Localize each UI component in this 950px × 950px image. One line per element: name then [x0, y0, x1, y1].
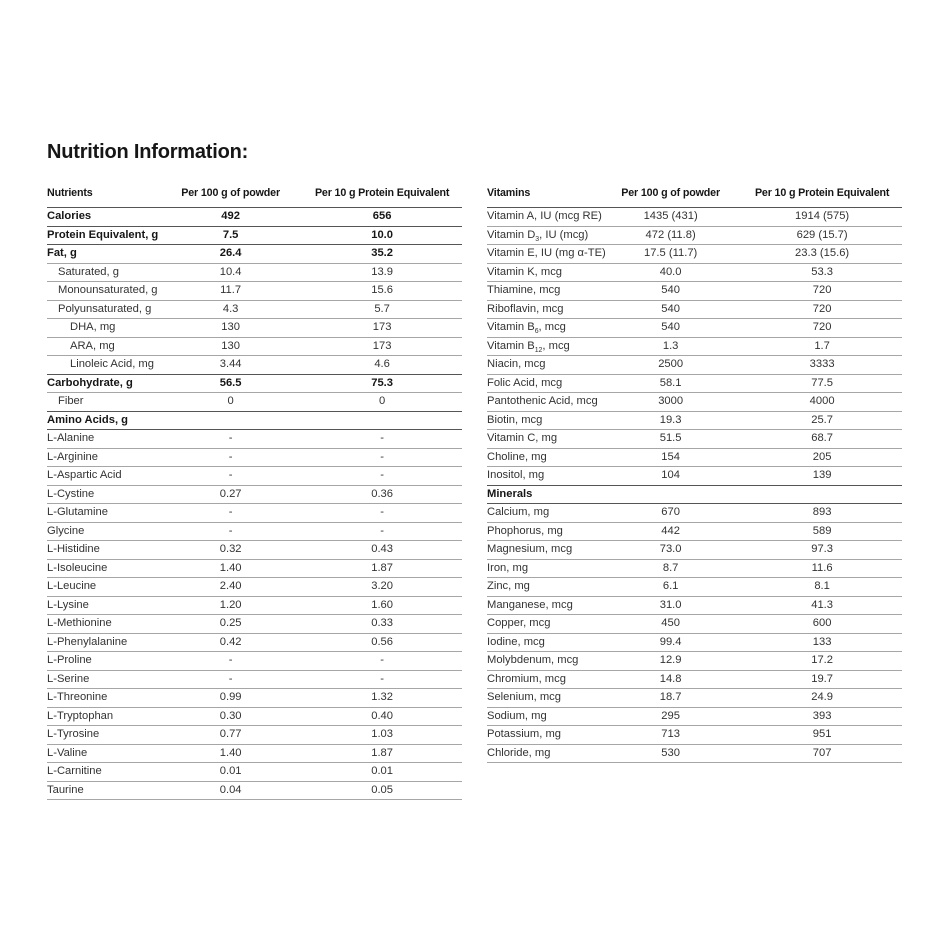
value-per-100g: 0.30: [159, 707, 302, 726]
row-label: Potassium, mg: [487, 726, 599, 745]
value-per-100g: 540: [599, 282, 742, 301]
table-row: [47, 541, 462, 560]
table-row: [47, 763, 462, 782]
value-per-10g: -: [302, 430, 462, 449]
table-row: [47, 670, 462, 689]
value-per-100g: 1.40: [159, 559, 302, 578]
value-per-100g: -: [159, 448, 302, 467]
row-label: L-Tryptophan: [47, 707, 159, 726]
row-label: Thiamine, mcg: [487, 282, 599, 301]
row-label: Chloride, mg: [487, 744, 599, 763]
value-per-10g: 3333: [742, 356, 902, 375]
row-label: Vitamin $B_6$, mcg: [487, 319, 599, 338]
vitamins-minerals-table: [487, 178, 902, 763]
value-per-10g: 53.3: [742, 263, 902, 282]
value-per-100g: 14.8: [599, 670, 742, 689]
column-header-nutrients: Nutrients: [47, 186, 93, 199]
value-per-10g: 893: [742, 504, 902, 523]
table-row: [487, 282, 902, 301]
table-row: [47, 337, 462, 356]
table-row: [47, 226, 462, 245]
value-per-100g: 0.27: [159, 485, 302, 504]
value-per-10g: 97.3: [742, 541, 902, 560]
value-per-10g: 4.6: [302, 356, 462, 375]
value-per-100g: 472 (11.8): [599, 226, 742, 245]
value-per-100g: 0.01: [159, 763, 302, 782]
value-per-100g: 2500: [599, 356, 742, 375]
row-label: Phophorus, mg: [487, 522, 599, 541]
table-row: [47, 411, 462, 430]
row-label: L-Proline: [47, 652, 159, 671]
value-per-100g: 58.1: [599, 374, 742, 393]
page-title: Nutrition Information:: [47, 141, 249, 163]
value-per-100g: 295: [599, 707, 742, 726]
row-label: Polyunsaturated, g: [47, 300, 159, 319]
row-label: L-Serine: [47, 670, 159, 689]
value-per-10g: 17.2: [742, 652, 902, 671]
table-row: [487, 578, 902, 597]
value-per-100g: 12.9: [599, 652, 742, 671]
value-per-10g: 720: [742, 319, 902, 338]
table-row: [47, 504, 462, 523]
column-header-per-10g: Per 10 g Protein Equivalent: [314, 186, 450, 199]
table-row: [47, 615, 462, 634]
value-per-10g: [302, 411, 462, 430]
table-row: [47, 208, 462, 227]
value-per-10g: 8.1: [742, 578, 902, 597]
value-per-100g: 56.5: [159, 374, 302, 393]
value-per-100g: 1.3: [599, 337, 742, 356]
table-row: [47, 467, 462, 486]
value-per-100g: 540: [599, 300, 742, 319]
value-per-10g: 589: [742, 522, 902, 541]
value-per-100g: 0.25: [159, 615, 302, 634]
value-per-10g: 1.03: [302, 726, 462, 745]
value-per-10g: 23.3 (15.6): [742, 245, 902, 264]
value-per-100g: -: [159, 430, 302, 449]
row-label: L-Arginine: [47, 448, 159, 467]
value-per-10g: 133: [742, 633, 902, 652]
value-per-10g: 1914 (575): [742, 208, 902, 227]
row-label: Selenium, mcg: [487, 689, 599, 708]
value-per-10g: 41.3: [742, 596, 902, 615]
value-per-100g: 3000: [599, 393, 742, 412]
value-per-10g: 600: [742, 615, 902, 634]
row-label: Vitamin E, IU (mg α-TE): [487, 245, 599, 264]
value-per-10g: 13.9: [302, 263, 462, 282]
table-row: [487, 504, 902, 523]
table-row: [47, 300, 462, 319]
value-per-100g: 2.40: [159, 578, 302, 597]
value-per-100g: 4.3: [159, 300, 302, 319]
table-row: [47, 652, 462, 671]
row-label: L-Carnitine: [47, 763, 159, 782]
row-label: L-Valine: [47, 744, 159, 763]
row-label: Fat, g: [47, 245, 159, 264]
value-per-10g: 77.5: [742, 374, 902, 393]
value-per-10g: 1.87: [302, 559, 462, 578]
value-per-10g: 173: [302, 337, 462, 356]
value-per-10g: 656: [302, 208, 462, 227]
table-row: [487, 411, 902, 430]
value-per-10g: 15.6: [302, 282, 462, 301]
row-label: Glycine: [47, 522, 159, 541]
value-per-100g: 540: [599, 319, 742, 338]
value-per-10g: 10.0: [302, 226, 462, 245]
row-label: L-Methionine: [47, 615, 159, 634]
row-label: Vitamin K, mcg: [487, 263, 599, 282]
value-per-10g: [742, 485, 902, 504]
value-per-100g: [159, 411, 302, 430]
row-label: L-Threonine: [47, 689, 159, 708]
table-row: [487, 356, 902, 375]
value-per-100g: 1.40: [159, 744, 302, 763]
row-label: L-Cystine: [47, 485, 159, 504]
row-label: Saturated, g: [47, 263, 159, 282]
value-per-10g: 0.05: [302, 781, 462, 800]
value-per-10g: 393: [742, 707, 902, 726]
value-per-10g: -: [302, 467, 462, 486]
row-label: Choline, mg: [487, 448, 599, 467]
row-label: L-Aspartic Acid: [47, 467, 159, 486]
table-row: [47, 559, 462, 578]
row-label: Folic Acid, mcg: [487, 374, 599, 393]
table-row: [487, 319, 902, 338]
table-row: [47, 448, 462, 467]
value-per-100g: -: [159, 504, 302, 523]
row-label: Taurine: [47, 781, 159, 800]
value-per-10g: 0.01: [302, 763, 462, 782]
value-per-100g: 442: [599, 522, 742, 541]
row-label: Protein Equivalent, g: [47, 226, 159, 245]
table-row: [487, 689, 902, 708]
row-label: Pantothenic Acid, mcg: [487, 393, 599, 412]
column-header-per-10g: Per 10 g Protein Equivalent: [754, 186, 890, 199]
table-row: [487, 226, 902, 245]
row-label: L-Alanine: [47, 430, 159, 449]
row-label: Vitamin A, IU (mcg RE): [487, 208, 599, 227]
value-per-10g: 1.7: [742, 337, 902, 356]
table-row: [487, 208, 902, 227]
value-per-100g: 1435 (431): [599, 208, 742, 227]
value-per-10g: -: [302, 522, 462, 541]
row-label: Minerals: [487, 485, 599, 504]
table-row: [47, 781, 462, 800]
table-row: [487, 559, 902, 578]
value-per-10g: 1.60: [302, 596, 462, 615]
value-per-10g: 139: [742, 467, 902, 486]
table-row: [47, 356, 462, 375]
row-label: Zinc, mg: [487, 578, 599, 597]
row-label: Molybdenum, mcg: [487, 652, 599, 671]
value-per-10g: 0.56: [302, 633, 462, 652]
row-label: Iodine, mcg: [487, 633, 599, 652]
value-per-100g: 10.4: [159, 263, 302, 282]
table-row: [487, 263, 902, 282]
table-row: [487, 652, 902, 671]
value-per-10g: 0.43: [302, 541, 462, 560]
value-per-10g: -: [302, 504, 462, 523]
column-header-vitamins: Vitamins: [487, 186, 531, 199]
value-per-100g: 3.44: [159, 356, 302, 375]
table-row: [47, 319, 462, 338]
table-row: [47, 689, 462, 708]
row-label: Amino Acids, g: [47, 411, 159, 430]
value-per-100g: 7.5: [159, 226, 302, 245]
value-per-100g: -: [159, 670, 302, 689]
row-label: Niacin, mcg: [487, 356, 599, 375]
row-label: L-Lysine: [47, 596, 159, 615]
table-row: [47, 393, 462, 412]
value-per-10g: 0.33: [302, 615, 462, 634]
value-per-100g: 51.5: [599, 430, 742, 449]
value-per-100g: 17.5 (11.7): [599, 245, 742, 264]
value-per-10g: 1.32: [302, 689, 462, 708]
value-per-100g: 99.4: [599, 633, 742, 652]
value-per-10g: 0: [302, 393, 462, 412]
row-label: Linoleic Acid, mg: [47, 356, 159, 375]
value-per-100g: 0.04: [159, 781, 302, 800]
row-label: L-Glutamine: [47, 504, 159, 523]
value-per-10g: -: [302, 448, 462, 467]
value-per-10g: 0.40: [302, 707, 462, 726]
table-row: [487, 300, 902, 319]
value-per-10g: 720: [742, 300, 902, 319]
table-row: [47, 522, 462, 541]
value-per-100g: 130: [159, 337, 302, 356]
row-label: Sodium, mg: [487, 707, 599, 726]
table-row: [47, 578, 462, 597]
value-per-100g: 40.0: [599, 263, 742, 282]
row-label: Calcium, mg: [487, 504, 599, 523]
value-per-100g: [599, 485, 742, 504]
table-row: [47, 485, 462, 504]
value-per-100g: 0.42: [159, 633, 302, 652]
value-per-100g: 130: [159, 319, 302, 338]
row-label: Manganese, mcg: [487, 596, 599, 615]
row-label: Copper, mcg: [487, 615, 599, 634]
value-per-10g: 68.7: [742, 430, 902, 449]
row-label: Chromium, mcg: [487, 670, 599, 689]
table-row: [47, 744, 462, 763]
value-per-10g: 35.2: [302, 245, 462, 264]
table-row: [47, 263, 462, 282]
table-row: [487, 374, 902, 393]
table-row: [47, 282, 462, 301]
table-row: [47, 726, 462, 745]
value-per-100g: 530: [599, 744, 742, 763]
nutrients-table: [47, 178, 462, 800]
table-row: [47, 430, 462, 449]
value-per-100g: 19.3: [599, 411, 742, 430]
table-row: [47, 596, 462, 615]
value-per-100g: 104: [599, 467, 742, 486]
value-per-10g: 1.87: [302, 744, 462, 763]
value-per-10g: -: [302, 652, 462, 671]
table-row: [487, 430, 902, 449]
row-label: DHA, mg: [47, 319, 159, 338]
table-row: [487, 670, 902, 689]
value-per-100g: 6.1: [599, 578, 742, 597]
table-row: [487, 726, 902, 745]
table-row: [487, 467, 902, 486]
value-per-100g: 0.77: [159, 726, 302, 745]
row-label: L-Tyrosine: [47, 726, 159, 745]
table-row: [47, 374, 462, 393]
row-label: Riboflavin, mcg: [487, 300, 599, 319]
value-per-100g: 18.7: [599, 689, 742, 708]
value-per-100g: 26.4: [159, 245, 302, 264]
value-per-100g: 1.20: [159, 596, 302, 615]
row-label: L-Histidine: [47, 541, 159, 560]
value-per-100g: 670: [599, 504, 742, 523]
column-header-per-100g: Per 100 g of powder: [621, 186, 720, 199]
value-per-100g: 450: [599, 615, 742, 634]
value-per-10g: 951: [742, 726, 902, 745]
row-label: L-Leucine: [47, 578, 159, 597]
row-label: Magnesium, mcg: [487, 541, 599, 560]
value-per-10g: 4000: [742, 393, 902, 412]
table-row: [487, 448, 902, 467]
value-per-10g: -: [302, 670, 462, 689]
value-per-100g: 0: [159, 393, 302, 412]
table-row: [487, 541, 902, 560]
value-per-100g: 0.99: [159, 689, 302, 708]
row-label: L-Phenylalanine: [47, 633, 159, 652]
table-row: [47, 245, 462, 264]
value-per-10g: 11.6: [742, 559, 902, 578]
value-per-10g: 707: [742, 744, 902, 763]
value-per-10g: 19.7: [742, 670, 902, 689]
table-row: [487, 615, 902, 634]
value-per-100g: 73.0: [599, 541, 742, 560]
value-per-100g: -: [159, 522, 302, 541]
table-row: [47, 633, 462, 652]
value-per-10g: 0.36: [302, 485, 462, 504]
value-per-100g: 31.0: [599, 596, 742, 615]
value-per-100g: 11.7: [159, 282, 302, 301]
table-row: [487, 596, 902, 615]
table-row: [487, 245, 902, 264]
row-label: Biotin, mcg: [487, 411, 599, 430]
value-per-100g: 492: [159, 208, 302, 227]
table-row: [487, 337, 902, 356]
row-label: Calories: [47, 208, 159, 227]
value-per-100g: -: [159, 467, 302, 486]
table-row: [487, 393, 902, 412]
row-label: Vitamin $D_3$, IU (mcg): [487, 226, 599, 245]
table-header-row: [47, 178, 462, 208]
table-row: [487, 744, 902, 763]
table-header-row: [487, 178, 902, 208]
value-per-100g: 713: [599, 726, 742, 745]
value-per-10g: 24.9: [742, 689, 902, 708]
value-per-10g: 629 (15.7): [742, 226, 902, 245]
row-label: Vitamin C, mg: [487, 430, 599, 449]
value-per-10g: 205: [742, 448, 902, 467]
value-per-10g: 25.7: [742, 411, 902, 430]
row-label: Monounsaturated, g: [47, 282, 159, 301]
column-header-per-100g: Per 100 g of powder: [181, 186, 280, 199]
row-label: Carbohydrate, g: [47, 374, 159, 393]
row-label: Iron, mg: [487, 559, 599, 578]
table-row: [47, 707, 462, 726]
value-per-10g: 173: [302, 319, 462, 338]
row-label: L-Isoleucine: [47, 559, 159, 578]
table-row: [487, 707, 902, 726]
table-row: [487, 485, 902, 504]
value-per-100g: -: [159, 652, 302, 671]
value-per-10g: 3.20: [302, 578, 462, 597]
row-label: ARA, mg: [47, 337, 159, 356]
value-per-10g: 720: [742, 282, 902, 301]
value-per-100g: 154: [599, 448, 742, 467]
row-label: Inositol, mg: [487, 467, 599, 486]
row-label: Fiber: [47, 393, 159, 412]
row-label: Vitamin $B_{12}$, mcg: [487, 337, 599, 356]
table-row: [487, 633, 902, 652]
value-per-100g: 0.32: [159, 541, 302, 560]
value-per-10g: 75.3: [302, 374, 462, 393]
table-row: [487, 522, 902, 541]
value-per-100g: 8.7: [599, 559, 742, 578]
value-per-10g: 5.7: [302, 300, 462, 319]
